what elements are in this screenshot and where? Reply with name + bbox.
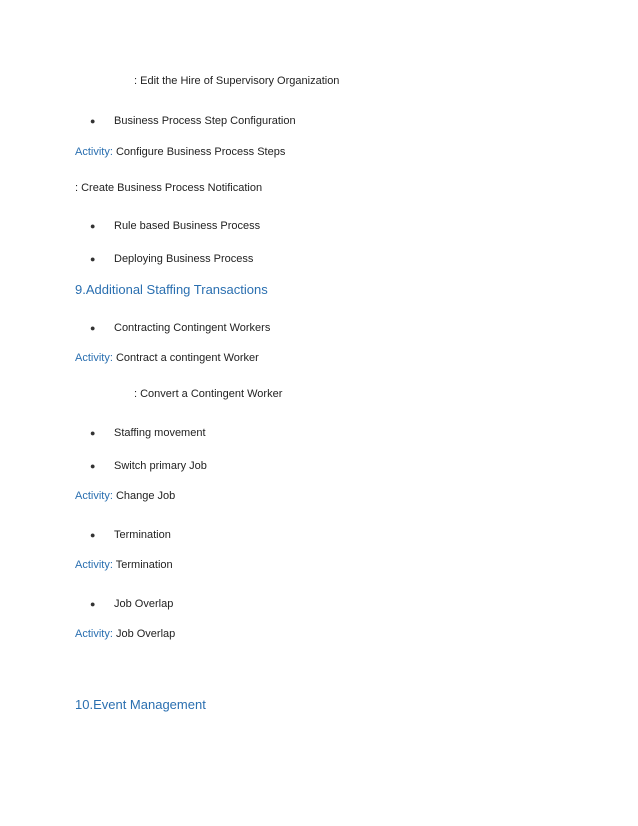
activity-text: Termination (112, 559, 173, 571)
activity-label: Activity: (75, 490, 113, 502)
bullet-text: Contracting Contingent Workers (114, 322, 271, 334)
line-text: : Create Business Process Notification (75, 182, 263, 194)
activity-label: Activity: (75, 146, 113, 158)
bullet-text: Rule based Business Process (114, 220, 261, 232)
bullet-icon: ● (90, 428, 96, 438)
line-text: : Edit the Hire of Supervisory Organization (134, 75, 340, 87)
section-heading-event-management (75, 697, 206, 713)
activity-label: Activity: (75, 559, 113, 571)
activity-text: Configure Business Process Steps (112, 146, 286, 158)
activity-termination (75, 558, 173, 572)
bullet-icon: ● (90, 323, 96, 333)
activity-text: Job Overlap (112, 628, 176, 640)
bullet-icon: ● (90, 461, 96, 471)
bullet-text: Staffing movement (114, 427, 206, 439)
bullet-icon: ● (90, 254, 96, 264)
activity-label: Activity: (75, 352, 113, 364)
bullet-icon: ● (90, 221, 96, 231)
heading-text: 10.Event Management (75, 697, 206, 712)
activity-label: Activity: (75, 628, 113, 640)
activity-contract-worker (75, 351, 259, 365)
bullet-icon: ● (90, 530, 96, 540)
activity-configure-steps (75, 145, 285, 159)
activity-change-job (75, 489, 175, 503)
bullet-text: Deploying Business Process (114, 253, 254, 265)
bullet-icon: ● (90, 599, 96, 609)
section-heading-additional-staffing (75, 282, 268, 298)
text-line-convert-worker (134, 387, 282, 401)
text-line-edit-hire (134, 74, 339, 88)
bullet-text: Business Process Step Configuration (114, 115, 296, 127)
heading-text: 9.Additional Staffing Transactions (75, 282, 268, 297)
activity-text: Change Job (112, 490, 176, 502)
line-text: : Convert a Contingent Worker (134, 388, 283, 400)
activity-text: Contract a contingent Worker (112, 352, 259, 364)
text-line-create-notification (75, 181, 262, 195)
activity-job-overlap (75, 627, 175, 641)
bullet-text: Termination (114, 529, 171, 541)
bullet-text: Switch primary Job (114, 460, 207, 472)
bullet-icon: ● (90, 116, 96, 126)
bullet-text: Job Overlap (114, 598, 174, 610)
